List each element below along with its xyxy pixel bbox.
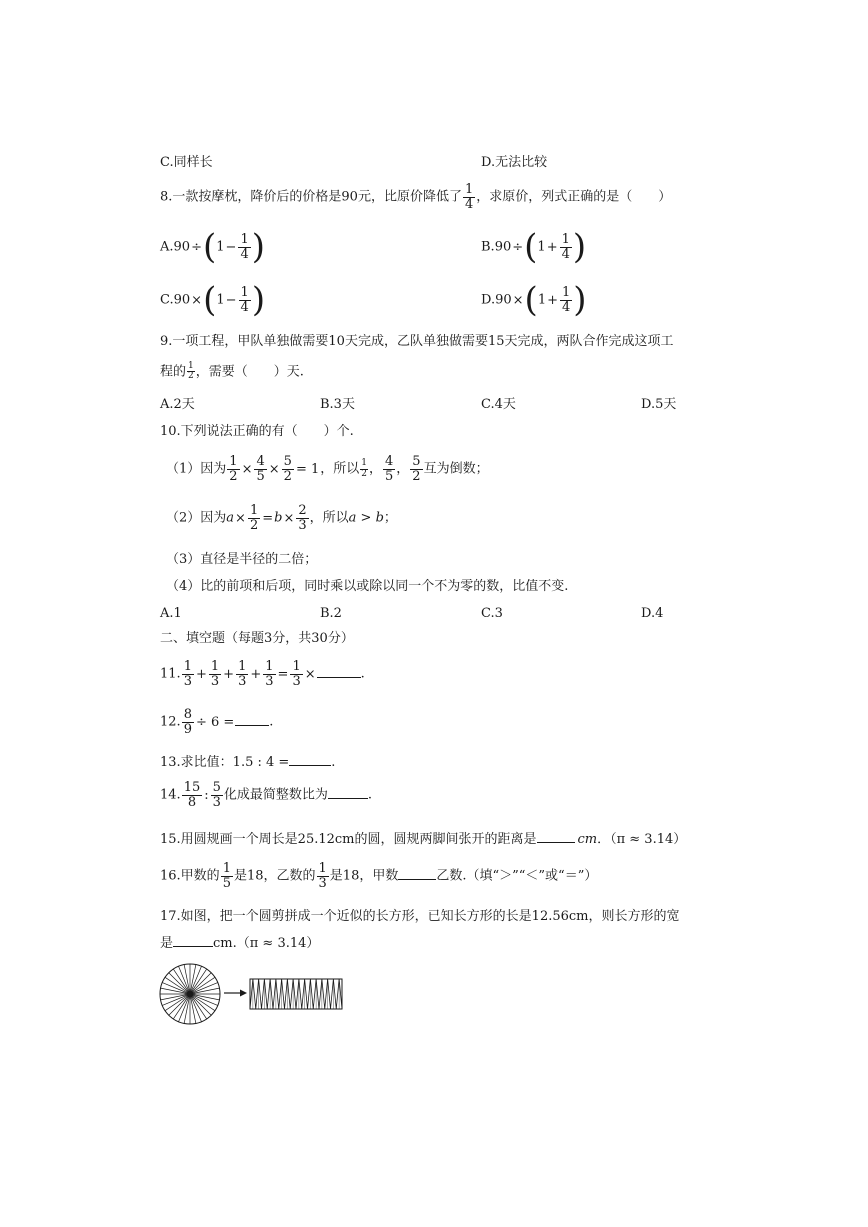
q17-answer-blank (173, 946, 213, 947)
q14-answer-blank (328, 798, 368, 799)
q17-line1: 17.如图，把一个圆剪拼成一个近似的长方形，已知长方形的长是12.56cm，则长方形的宽 (160, 909, 680, 924)
q16-answer-blank (398, 879, 436, 880)
q10-statement-1: （1）因为 $\frac{1}{2}$ × $\frac{4}{5}$ × $\frac{5}{2}$ = 1，所以 $\frac{1}{2}$ ， $\frac{4}{5}$ ， $\frac{5}{2}$ 互为倒数； (166, 454, 489, 484)
q17-line2: 是 cm.（π ≈ 3.14） (160, 936, 320, 951)
q8-stem-text-a: 8.一款按摩枕，降价后的价格是90元，比原价降低了 (160, 189, 462, 205)
q10-option-c: C.3 (481, 606, 503, 621)
q11: 11. $\frac{1}{3}$ + $\frac{1}{3}$ + $\frac{1}{3}$ + $\frac{1}{3}$ = $\frac{1}{3}$ × . (160, 659, 365, 689)
q12: 12. $\frac{8}{9}$ ÷ 6 = . (160, 707, 274, 737)
sectored-circle (160, 964, 220, 1024)
q11-answer-blank (317, 677, 361, 678)
q7-option-d: D.无法比较 (481, 155, 548, 170)
q10-option-d: D.4 (641, 606, 664, 621)
q8-option-d: D.90×(1+ $\frac{1}{4}$ ) (481, 280, 587, 320)
q9-option-d: D.5天 (641, 397, 677, 412)
q9-option-b: B.3天 (320, 397, 355, 412)
q14: 14. $\frac{15}{8}$ : $\frac{5}{3}$ 化成最简整数比为 . (160, 780, 373, 810)
q8-fraction: $\frac{1}{4}$ (464, 182, 474, 212)
section-2-heading: 二、填空题（每题3分，共30分） (160, 631, 354, 646)
q7-option-c: C.同样长 (160, 155, 213, 170)
q8-stem (160, 183, 671, 211)
q10-statement-4: （4）比的前项和后项，同时乘以或除以同一个不为零的数，比值不变. (166, 579, 569, 594)
q9-option-c: C.4天 (481, 397, 516, 412)
q10-option-a: A.1 (160, 606, 182, 621)
q10-option-b: B.2 (320, 606, 342, 621)
q17-figure (156, 962, 356, 1028)
q15: 15.用圆规画一个周长是25.12cm的圆，圆规两脚间张开的距离是 cm．（π ≈ 3.14） (160, 832, 687, 847)
q13: 13.求比值：1.5 : 4 = . (160, 755, 336, 770)
approximate-rectangle (250, 979, 342, 1009)
circle-center (187, 991, 193, 997)
q9-option-a: A.2天 (160, 397, 195, 412)
q10-statement-2: （2）因为a× $\frac{1}{2}$ =b× $\frac{2}{3}$ ，所以a > b； (166, 503, 397, 533)
q9-line2: 程的 $\frac{1}{2}$ ，需要（ ）天. (160, 361, 304, 382)
q8-option-b: B.90÷(1+ $\frac{1}{4}$ ) (481, 227, 587, 267)
q12-answer-blank (235, 725, 269, 726)
q13-answer-blank (289, 765, 331, 766)
q15-answer-blank (537, 842, 575, 843)
q9-line1: 9.一项工程，甲队单独做需要10天完成，乙队单独做需要15天完成，两队合作完成这项工 (160, 334, 674, 349)
q16: 16.甲数的 $\frac{1}{5}$ 是18，乙数的 $\frac{1}{3}$ 是18，甲数 乙数.（填“＞”“＜”或“＝”） (160, 861, 598, 891)
q8-option-a: A.90÷(1− $\frac{1}{4}$ ) (160, 227, 265, 267)
q8-option-c: C.90×(1− $\frac{1}{4}$ ) (160, 280, 266, 320)
q10-statement-3: （3）直径是半径的二倍； (166, 552, 318, 567)
q8-stem-text-b: ，求原价，列式正确的是（ ） (476, 189, 672, 205)
arrow-icon (224, 990, 247, 997)
q10-stem: 10.下列说法正确的有（ ）个. (160, 424, 354, 439)
